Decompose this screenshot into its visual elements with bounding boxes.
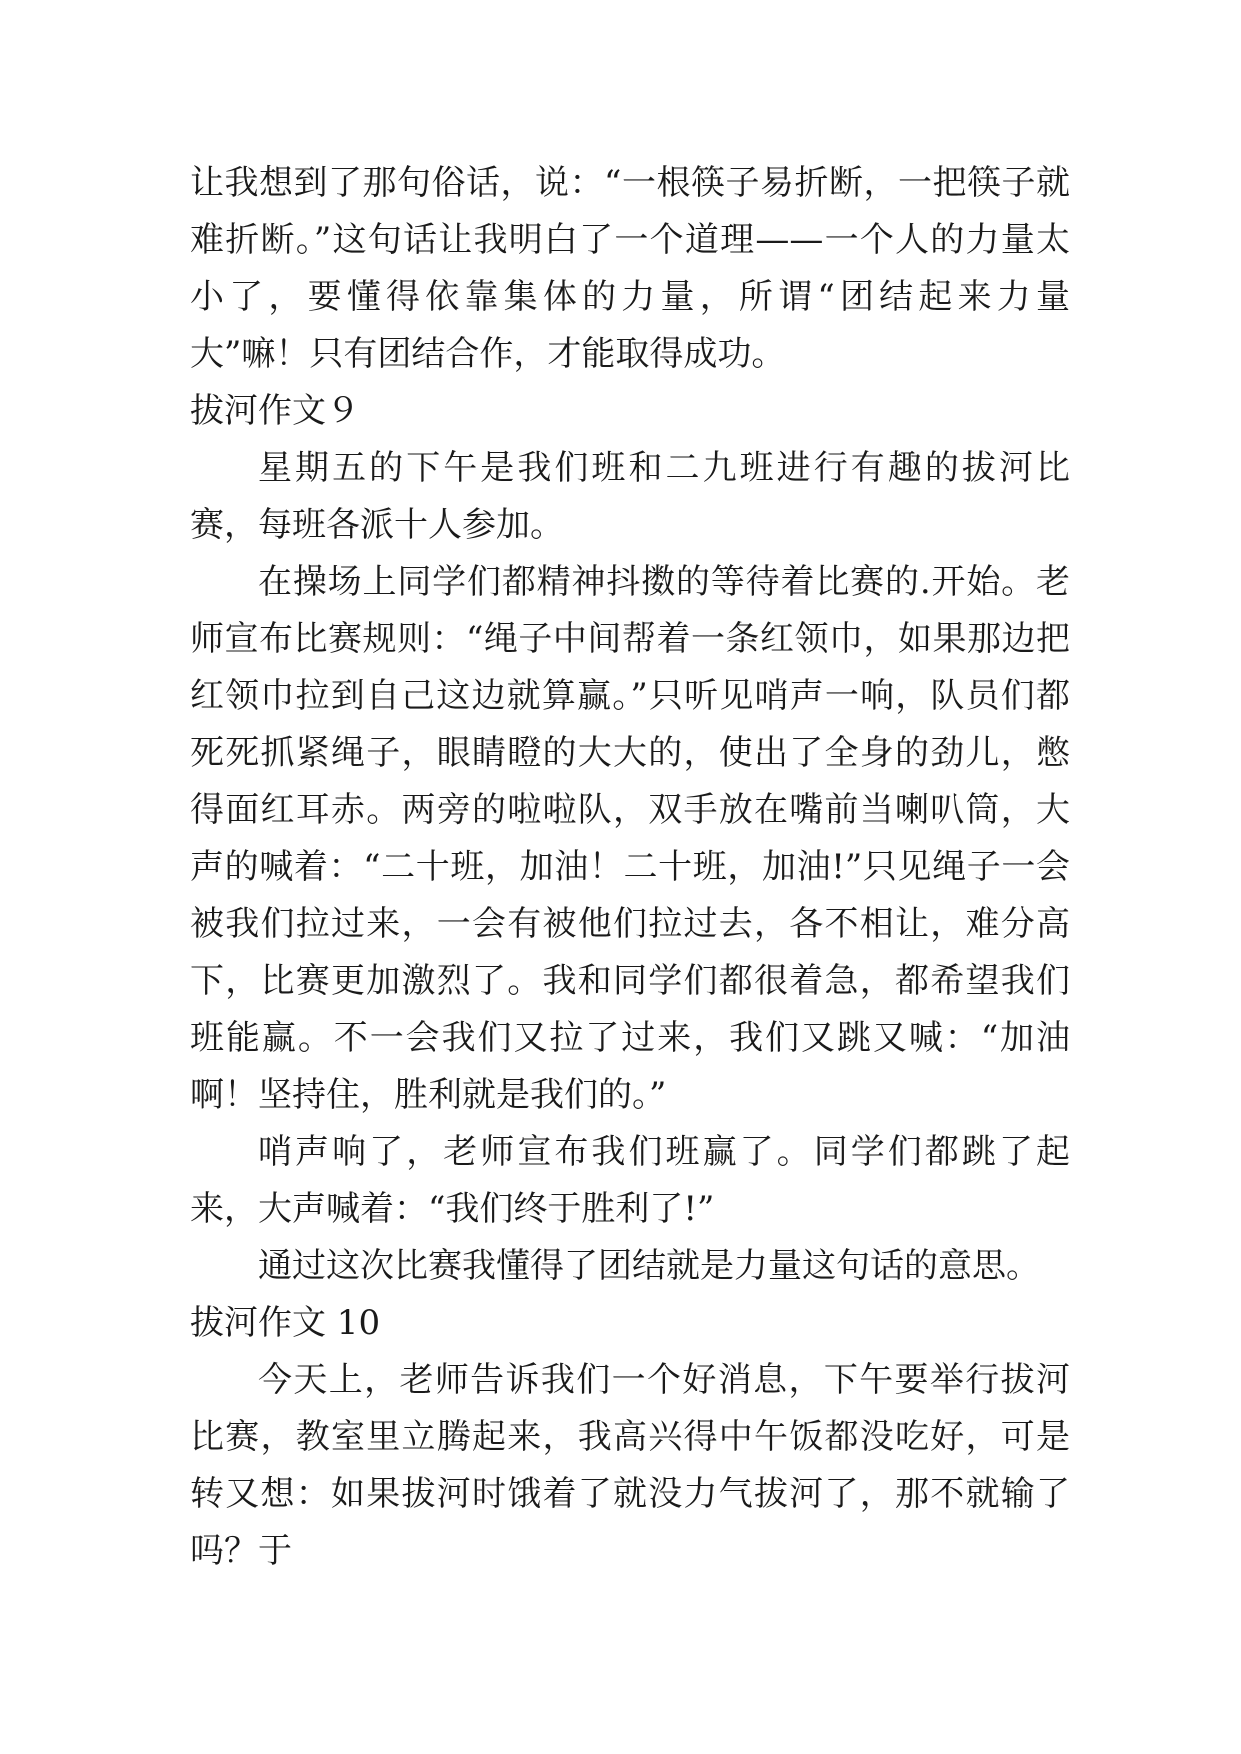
paragraph: 通过这次比赛我懂得了团结就是力量这句话的意思。: [258, 1246, 1040, 1286]
document-body: [190, 155, 1070, 1580]
paragraph: 星期五的下午是我们班和二九班进行有趣的拔河比赛，每班各派十人参加。: [190, 448, 1070, 545]
paragraph: 哨声响了，老师宣布我们班赢了。同学们都跳了起来，大声喊着：“我们终于胜利了!”: [190, 1132, 1070, 1229]
essay-heading-9: 拔河作文９: [190, 391, 360, 431]
paragraph: 今天上，老师告诉我们一个好消息，下午要举行拔河比赛，教室里立腾起来，我高兴得中午饭都没吃好，可是转又想：如果拔河时饿着了就没力气拔河了，那不就输了吗？于: [190, 1360, 1070, 1571]
paragraph-continuation: 让我想到了那句俗话，说：“一根筷子易折断，一把筷子就难折断。”这句话让我明白了一个道理——一个人的力量太小了，要懂得依靠集体的力量，所谓“团结起来力量大”嘛！只有团结合作，才能取得成功。: [190, 163, 1070, 374]
paragraph: 在操场上同学们都精神抖擞的等待着比赛的.开始。老师宣布比赛规则：“绳子中间帮着一条红领巾，如果那边把红领巾拉到自己这边就算赢。”只听见哨声一响，队员们都死死抓紧绳子，眼睛瞪的大大的，使出了全身的劲儿，憋得面红耳赤。两旁的啦啦队，双手放在嘴前当喇叭筒，大声的喊着：“二十班，加油！二十班，加油!”只见绳子一会被我们拉过来，一会有被他们拉过去，各不相让，难分高下，比赛更加激烈了。我和同学们都很着急，都希望我们班能赢。不一会我们又拉了过来，我们又跳又喊：“加油啊！坚持住，胜利就是我们的。”: [190, 562, 1070, 1115]
essay-heading-10: 拔河作文 10: [190, 1303, 381, 1343]
